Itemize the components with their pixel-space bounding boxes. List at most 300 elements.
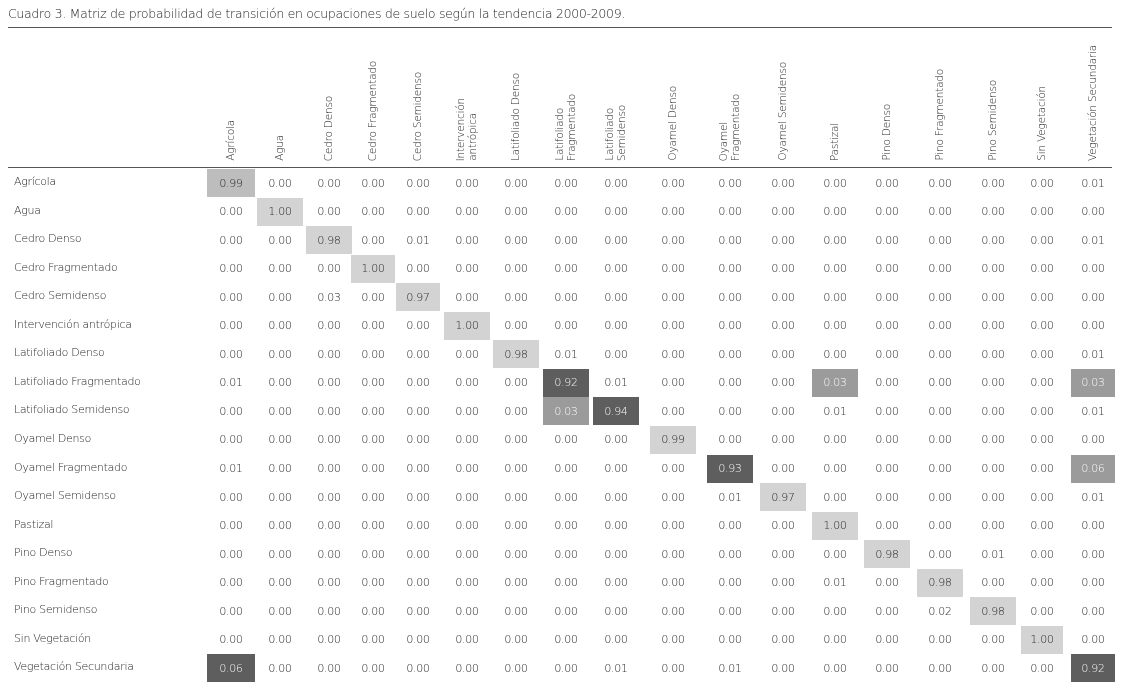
column-header-line: Agua xyxy=(274,135,286,161)
matrix-cell: 0.98 xyxy=(493,340,539,368)
matrix-cell: 0.00 xyxy=(661,490,685,504)
matrix-cell: 0.00 xyxy=(504,576,528,590)
matrix-cell: 0.00 xyxy=(219,433,243,447)
column-header-line: Latifoliado Denso xyxy=(510,73,522,161)
matrix-cell: 0.00 xyxy=(981,262,1005,276)
column-header-line: Pino Denso xyxy=(881,104,893,161)
column-header-line: Pino Semidenso xyxy=(987,80,999,161)
matrix-cell: 0.00 xyxy=(554,490,578,504)
matrix-cell: 0.00 xyxy=(406,205,430,219)
matrix-cell: 0.00 xyxy=(771,604,795,618)
matrix-cell: 0.00 xyxy=(661,176,685,190)
matrix-cell: 0.00 xyxy=(219,576,243,590)
matrix-cell: 0.03 xyxy=(812,369,858,397)
matrix-cell: 0.00 xyxy=(718,404,742,418)
matrix-cell: 0.01 xyxy=(604,661,628,675)
matrix-cell: 0.00 xyxy=(406,604,430,618)
matrix-cell: 0.00 xyxy=(268,376,292,390)
matrix-cell: 0.00 xyxy=(875,233,899,247)
matrix-cell: 0.00 xyxy=(219,319,243,333)
matrix-cell: 0.00 xyxy=(928,404,952,418)
matrix-cell: 0.00 xyxy=(317,319,341,333)
matrix-cell: 0.97 xyxy=(396,283,440,311)
column-header-line: Oyamel xyxy=(718,121,730,161)
matrix-cell: 0.00 xyxy=(771,519,795,533)
matrix-cell: 0.00 xyxy=(317,661,341,675)
matrix-cell: 0.00 xyxy=(981,576,1005,590)
matrix-cell: 0.00 xyxy=(1030,547,1054,561)
matrix-cell: 0.00 xyxy=(406,462,430,475)
row-label: Oyamel Fragmentado xyxy=(14,460,128,474)
matrix-cell: 0.00 xyxy=(661,633,685,647)
column-header xyxy=(510,73,523,161)
column-header xyxy=(881,104,894,161)
matrix-cell: 0.00 xyxy=(718,604,742,618)
column-header xyxy=(454,98,480,161)
matrix-cell: 0.00 xyxy=(219,205,243,219)
matrix-cell: 0.00 xyxy=(361,490,385,504)
matrix-cell: 0.00 xyxy=(361,347,385,361)
matrix-cell: 0.00 xyxy=(455,376,479,390)
matrix-cell: 0.01 xyxy=(554,347,578,361)
matrix-cell: 0.00 xyxy=(268,233,292,247)
matrix-cell: 0.01 xyxy=(1081,490,1105,504)
matrix-cell: 0.00 xyxy=(1030,347,1054,361)
matrix-cell: 0.00 xyxy=(1030,176,1054,190)
matrix-cell: 0.01 xyxy=(823,576,847,590)
matrix-cell: 0.00 xyxy=(928,233,952,247)
matrix-cell: 0.00 xyxy=(219,404,243,418)
matrix-cell: 0.00 xyxy=(317,462,341,475)
matrix-cell: 0.99 xyxy=(650,426,696,454)
matrix-cell: 0.00 xyxy=(1030,262,1054,276)
matrix-cell: 0.00 xyxy=(455,404,479,418)
matrix-cell: 0.00 xyxy=(823,262,847,276)
column-header-line: Vegetación Secundaria xyxy=(1087,44,1099,161)
matrix-cell: 0.00 xyxy=(317,604,341,618)
matrix-cell: 0.00 xyxy=(317,433,341,447)
matrix-cell: 0.00 xyxy=(504,376,528,390)
matrix-cell: 0.00 xyxy=(604,519,628,533)
matrix-cell: 0.00 xyxy=(875,347,899,361)
matrix-cell: 0.00 xyxy=(361,519,385,533)
matrix-cell: 0.00 xyxy=(455,661,479,675)
matrix-cell: 0.00 xyxy=(823,547,847,561)
matrix-cell: 0.00 xyxy=(455,604,479,618)
matrix-cell: 0.00 xyxy=(604,290,628,304)
column-header-line: Latifoliado xyxy=(604,108,616,161)
matrix-cell: 0.00 xyxy=(981,404,1005,418)
row-label: Oyamel Denso xyxy=(14,431,92,445)
matrix-cell: 0.00 xyxy=(268,462,292,475)
matrix-cell: 0.00 xyxy=(317,404,341,418)
matrix-cell: 0.00 xyxy=(554,205,578,219)
matrix-cell: 0.00 xyxy=(875,433,899,447)
matrix-cell: 0.00 xyxy=(406,490,430,504)
matrix-cell: 0.00 xyxy=(554,290,578,304)
column-header-line: Pastizal xyxy=(829,122,841,161)
matrix-cell: 0.00 xyxy=(455,576,479,590)
matrix-cell: 1.00 xyxy=(351,255,395,283)
matrix-cell: 0.00 xyxy=(875,462,899,475)
matrix-cell: 0.00 xyxy=(361,633,385,647)
column-header-line: Oyamel Denso xyxy=(667,86,679,161)
matrix-cell: 0.00 xyxy=(361,547,385,561)
matrix-cell: 0.00 xyxy=(718,347,742,361)
column-header xyxy=(829,123,842,161)
matrix-cell: 0.00 xyxy=(219,490,243,504)
matrix-cell: 0.00 xyxy=(406,661,430,675)
matrix-cell: 0.00 xyxy=(823,176,847,190)
matrix-cell: 0.00 xyxy=(268,176,292,190)
matrix-cell: 0.06 xyxy=(207,654,255,682)
matrix-cell: 0.00 xyxy=(455,519,479,533)
matrix-cell: 0.00 xyxy=(406,319,430,333)
table-title: Cuadro 3. Matriz de probabilidad de transición en ocupaciones de suelo según la tendencia 2000-2009. xyxy=(8,6,626,21)
matrix-cell: 0.00 xyxy=(455,262,479,276)
matrix-cell: 0.00 xyxy=(771,404,795,418)
matrix-cell: 0.00 xyxy=(361,176,385,190)
matrix-cell: 0.00 xyxy=(771,319,795,333)
matrix-cell: 0.00 xyxy=(928,290,952,304)
column-header-line: Cedro Denso xyxy=(323,95,335,161)
matrix-cell: 0.00 xyxy=(504,604,528,618)
matrix-cell: 0.00 xyxy=(823,433,847,447)
matrix-cell: 0.00 xyxy=(771,376,795,390)
matrix-cell: 1.00 xyxy=(444,312,490,340)
matrix-cell: 0.00 xyxy=(554,576,578,590)
column-header xyxy=(225,120,238,161)
matrix-cell: 0.01 xyxy=(604,376,628,390)
matrix-cell: 0.00 xyxy=(875,404,899,418)
matrix-cell: 0.00 xyxy=(604,262,628,276)
matrix-cell: 0.00 xyxy=(823,347,847,361)
matrix-cell: 0.00 xyxy=(875,519,899,533)
matrix-cell: 0.00 xyxy=(219,347,243,361)
matrix-cell: 0.00 xyxy=(1030,576,1054,590)
row-label: Latifoliado Semidenso xyxy=(14,403,130,417)
matrix-cell: 0.00 xyxy=(1081,319,1105,333)
row-label: Cedro Denso xyxy=(14,232,82,246)
matrix-cell: 0.00 xyxy=(823,319,847,333)
matrix-cell: 0.00 xyxy=(661,233,685,247)
matrix-cell: 0.00 xyxy=(875,490,899,504)
matrix-cell: 0.92 xyxy=(1071,654,1115,682)
matrix-cell: 0.00 xyxy=(504,404,528,418)
matrix-cell: 0.00 xyxy=(661,404,685,418)
matrix-cell: 0.00 xyxy=(268,661,292,675)
matrix-cell: 0.00 xyxy=(771,290,795,304)
matrix-cell: 0.00 xyxy=(317,633,341,647)
matrix-cell: 0.02 xyxy=(928,604,952,618)
row-label: Sin Vegetación xyxy=(14,631,91,645)
matrix-cell: 0.00 xyxy=(1030,604,1054,618)
matrix-cell: 0.00 xyxy=(981,661,1005,675)
matrix-cell: 0.00 xyxy=(1081,433,1105,447)
matrix-cell: 0.00 xyxy=(928,347,952,361)
matrix-cell: 0.00 xyxy=(718,519,742,533)
matrix-cell: 0.00 xyxy=(661,319,685,333)
column-header-line: Cedro Semidenso xyxy=(412,71,424,161)
column-header-line: Fragmentado xyxy=(730,93,742,161)
matrix-cell: 0.00 xyxy=(928,205,952,219)
matrix-cell: 0.01 xyxy=(718,490,742,504)
matrix-cell: 0.00 xyxy=(771,547,795,561)
matrix-cell: 0.00 xyxy=(361,433,385,447)
matrix-cell: 0.00 xyxy=(361,205,385,219)
matrix-cell: 0.01 xyxy=(219,376,243,390)
matrix-cell: 0.00 xyxy=(554,519,578,533)
matrix-cell: 0.00 xyxy=(661,347,685,361)
matrix-cell: 0.00 xyxy=(604,462,628,475)
matrix-cell: 0.00 xyxy=(771,661,795,675)
matrix-cell: 0.00 xyxy=(361,576,385,590)
matrix-cell: 0.00 xyxy=(504,519,528,533)
matrix-cell: 0.00 xyxy=(661,462,685,475)
matrix-cell: 0.00 xyxy=(406,376,430,390)
matrix-cell: 0.00 xyxy=(661,576,685,590)
matrix-cell: 0.00 xyxy=(455,205,479,219)
matrix-cell: 0.00 xyxy=(928,262,952,276)
matrix-cell: 0.01 xyxy=(823,404,847,418)
column-header xyxy=(1087,45,1100,161)
matrix-cell: 0.00 xyxy=(604,319,628,333)
matrix-cell: 0.00 xyxy=(981,519,1005,533)
matrix-cell: 0.98 xyxy=(306,226,352,254)
row-label: Intervención antrópica xyxy=(14,317,132,331)
matrix-cell: 0.01 xyxy=(1081,176,1105,190)
column-header xyxy=(323,96,336,161)
matrix-cell: 0.92 xyxy=(543,369,589,397)
matrix-cell: 0.00 xyxy=(718,576,742,590)
matrix-cell: 0.97 xyxy=(760,483,806,511)
matrix-cell: 0.00 xyxy=(771,176,795,190)
matrix-cell: 0.00 xyxy=(718,633,742,647)
column-header-line: antrópica xyxy=(467,113,479,161)
matrix-cell: 0.00 xyxy=(875,176,899,190)
matrix-cell: 0.00 xyxy=(661,604,685,618)
row-label: Pastizal xyxy=(14,517,54,531)
matrix-cell: 0.00 xyxy=(1030,319,1054,333)
row-label: Oyamel Semidenso xyxy=(14,489,116,503)
row-label: Pino Denso xyxy=(14,546,73,560)
matrix-cell: 0.00 xyxy=(504,233,528,247)
matrix-cell: 0.00 xyxy=(718,262,742,276)
matrix-cell: 0.00 xyxy=(981,347,1005,361)
matrix-cell: 0.98 xyxy=(864,540,910,568)
column-header xyxy=(777,62,790,161)
matrix-cell: 0.00 xyxy=(455,176,479,190)
matrix-cell: 0.00 xyxy=(361,233,385,247)
matrix-cell: 0.00 xyxy=(661,376,685,390)
matrix-cell: 0.00 xyxy=(268,262,292,276)
matrix-cell: 0.00 xyxy=(604,576,628,590)
matrix-cell: 0.00 xyxy=(268,319,292,333)
matrix-cell: 0.00 xyxy=(1030,290,1054,304)
matrix-cell: 0.00 xyxy=(219,604,243,618)
matrix-cell: 0.00 xyxy=(554,604,578,618)
matrix-cell: 0.00 xyxy=(823,290,847,304)
row-label: Agrícola xyxy=(14,175,56,188)
matrix-cell: 0.00 xyxy=(219,290,243,304)
matrix-cell: 0.00 xyxy=(823,205,847,219)
matrix-cell: 0.00 xyxy=(406,347,430,361)
matrix-cell: 0.00 xyxy=(1030,433,1054,447)
matrix-cell: 0.00 xyxy=(981,490,1005,504)
row-label: Latifoliado Fragmentado xyxy=(14,374,141,388)
matrix-cell: 0.00 xyxy=(504,176,528,190)
matrix-cell: 0.00 xyxy=(219,262,243,276)
matrix-cell: 0.00 xyxy=(317,547,341,561)
matrix-cell: 0.00 xyxy=(661,290,685,304)
matrix-cell: 0.00 xyxy=(455,490,479,504)
row-label: Agua xyxy=(14,203,41,217)
column-header xyxy=(987,80,1000,161)
matrix-cell: 0.00 xyxy=(361,604,385,618)
matrix-cell: 0.00 xyxy=(823,233,847,247)
column-header-line: Latifoliado xyxy=(554,108,566,161)
matrix-cell: 0.00 xyxy=(268,519,292,533)
matrix-cell: 1.00 xyxy=(257,198,303,226)
matrix-cell: 0.00 xyxy=(823,462,847,475)
column-header-line: Agrícola xyxy=(225,120,237,161)
matrix-cell: 0.00 xyxy=(604,433,628,447)
matrix-cell: 0.00 xyxy=(604,233,628,247)
matrix-cell: 0.00 xyxy=(823,490,847,504)
matrix-cell: 0.00 xyxy=(718,205,742,219)
matrix-cell: 0.00 xyxy=(317,262,341,276)
matrix-cell: 0.00 xyxy=(554,319,578,333)
matrix-cell: 0.00 xyxy=(718,376,742,390)
matrix-cell: 0.00 xyxy=(268,433,292,447)
matrix-cell: 0.00 xyxy=(981,176,1005,190)
matrix-cell: 0.00 xyxy=(928,462,952,475)
matrix-cell: 0.00 xyxy=(1030,519,1054,533)
matrix-cell: 0.00 xyxy=(823,633,847,647)
column-header-line: Fragmentado xyxy=(566,93,578,161)
matrix-cell: 0.00 xyxy=(361,462,385,475)
matrix-cell: 0.00 xyxy=(661,205,685,219)
matrix-cell: 0.00 xyxy=(219,633,243,647)
matrix-cell: 0.00 xyxy=(1030,376,1054,390)
matrix-cell: 0.00 xyxy=(1081,519,1105,533)
column-header xyxy=(1036,86,1049,161)
matrix-cell: 0.00 xyxy=(268,633,292,647)
matrix-cell: 0.00 xyxy=(661,262,685,276)
matrix-cell: 0.94 xyxy=(593,397,639,425)
column-header xyxy=(667,86,680,161)
matrix-cell: 0.00 xyxy=(1081,205,1105,219)
matrix-cell: 0.00 xyxy=(554,433,578,447)
matrix-cell: 0.00 xyxy=(554,633,578,647)
column-header xyxy=(553,94,579,161)
matrix-cell: 0.00 xyxy=(361,404,385,418)
matrix-cell: 0.00 xyxy=(928,176,952,190)
matrix-cell: 1.00 xyxy=(1021,626,1063,654)
matrix-cell: 0.00 xyxy=(928,376,952,390)
matrix-cell: 0.00 xyxy=(718,176,742,190)
matrix-cell: 0.00 xyxy=(981,205,1005,219)
matrix-cell: 0.98 xyxy=(970,597,1016,625)
matrix-cell: 0.00 xyxy=(554,547,578,561)
matrix-cell: 0.98 xyxy=(917,569,963,597)
matrix-cell: 0.93 xyxy=(707,455,753,483)
matrix-cell: 0.00 xyxy=(823,661,847,675)
matrix-cell: 0.00 xyxy=(504,262,528,276)
matrix-cell: 0.00 xyxy=(928,661,952,675)
row-label: Latifoliado Denso xyxy=(14,346,105,360)
matrix-cell: 0.00 xyxy=(317,576,341,590)
column-header-line: Semidenso xyxy=(616,104,628,161)
column-header-line: Sin Vegetación xyxy=(1036,86,1048,161)
column-header xyxy=(367,61,380,161)
matrix-cell: 0.00 xyxy=(406,433,430,447)
matrix-cell: 0.00 xyxy=(406,262,430,276)
matrix-cell: 0.00 xyxy=(981,290,1005,304)
matrix-cell: 0.00 xyxy=(875,376,899,390)
matrix-cell: 0.00 xyxy=(317,205,341,219)
column-header-line: Oyamel Semidenso xyxy=(777,62,789,161)
matrix-cell: 0.00 xyxy=(823,604,847,618)
matrix-cell: 0.03 xyxy=(543,397,589,425)
matrix-cell: 0.00 xyxy=(1081,576,1105,590)
matrix-cell: 0.00 xyxy=(604,490,628,504)
matrix-cell: 0.00 xyxy=(928,547,952,561)
matrix-cell: 0.03 xyxy=(317,290,341,304)
matrix-cell: 0.00 xyxy=(317,519,341,533)
matrix-cell: 0.00 xyxy=(1081,633,1105,647)
column-header-line: Cedro Fragmentado xyxy=(367,60,379,161)
matrix-cell: 0.00 xyxy=(928,319,952,333)
matrix-cell: 0.00 xyxy=(771,433,795,447)
matrix-cell: 0.00 xyxy=(981,376,1005,390)
matrix-cell: 0.00 xyxy=(406,404,430,418)
matrix-cell: 0.00 xyxy=(771,462,795,475)
matrix-cell: 0.00 xyxy=(875,633,899,647)
matrix-cell: 0.00 xyxy=(406,633,430,647)
matrix-cell: 0.00 xyxy=(928,633,952,647)
matrix-cell: 0.00 xyxy=(317,176,341,190)
matrix-cell: 0.00 xyxy=(504,547,528,561)
matrix-cell: 0.00 xyxy=(771,576,795,590)
matrix-cell: 0.00 xyxy=(875,290,899,304)
matrix-cell: 0.00 xyxy=(718,290,742,304)
matrix-cell: 0.00 xyxy=(875,262,899,276)
matrix-cell: 0.00 xyxy=(981,633,1005,647)
matrix-cell: 0.00 xyxy=(455,633,479,647)
matrix-cell: 0.00 xyxy=(1030,490,1054,504)
matrix-cell: 0.00 xyxy=(406,176,430,190)
matrix-cell: 0.00 xyxy=(455,433,479,447)
matrix-cell: 0.01 xyxy=(718,661,742,675)
matrix-cell: 0.00 xyxy=(406,547,430,561)
matrix-cell: 0.00 xyxy=(504,462,528,475)
row-label: Vegetación Secundaria xyxy=(14,660,134,674)
matrix-cell: 0.00 xyxy=(718,433,742,447)
matrix-cell: 0.00 xyxy=(981,233,1005,247)
matrix-cell: 0.00 xyxy=(317,490,341,504)
row-label: Cedro Semidenso xyxy=(14,289,107,303)
matrix-cell: 0.00 xyxy=(1030,233,1054,247)
matrix-cell: 0.00 xyxy=(455,290,479,304)
matrix-cell: 0.00 xyxy=(406,576,430,590)
matrix-cell: 0.00 xyxy=(604,633,628,647)
matrix-cell: 0.00 xyxy=(771,633,795,647)
matrix-cell: 0.00 xyxy=(1030,404,1054,418)
matrix-cell: 0.00 xyxy=(554,462,578,475)
column-header-line: Pino Fragmentado xyxy=(934,69,946,161)
matrix-cell: 0.01 xyxy=(219,462,243,475)
